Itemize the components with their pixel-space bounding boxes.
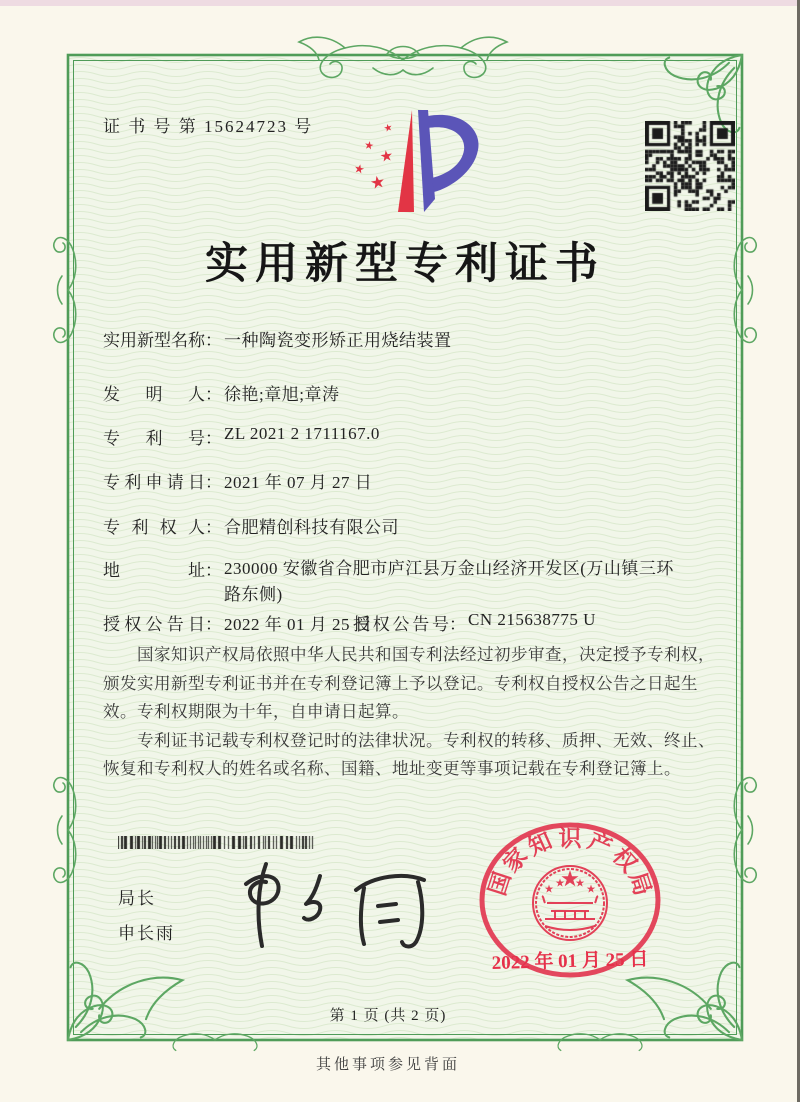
field-value: 2021 年 07 月 27 日 [224, 473, 373, 492]
star-icon: ★ [378, 148, 395, 166]
body-paragraph-2: 专利证书记载专利权登记时的法律状况。专利权的转移、质押、无效、终止、恢复和专利权人的姓名或名称、国籍、地址变更等事项记载在专利登记簿上。 [103, 730, 715, 778]
border-ornament-top [299, 37, 507, 77]
field-label: 专利号 [103, 429, 205, 448]
field-label: 发明人 [103, 385, 205, 404]
field-row-address [103, 556, 682, 608]
border-ornament-bottom-right [558, 1034, 642, 1051]
field-row-inventor [103, 380, 339, 405]
field-value: 徐艳;章旭;章涛 [224, 385, 340, 404]
field-label: 授权公告日 [103, 615, 205, 634]
certificate-number: 证 书 号 第 15624723 号 [103, 117, 314, 136]
signature-graphic [228, 846, 438, 961]
field-row-patent-no [103, 424, 380, 449]
field-value: CN 215638775 U [468, 610, 596, 629]
svg-text:知: 知 [524, 828, 556, 861]
svg-text:家: 家 [498, 843, 533, 878]
page-number: 第 1 页 (共 2 页) [329, 1008, 447, 1024]
colon: ： [205, 429, 222, 448]
field-row-patentee [103, 513, 399, 538]
colon: ： [205, 331, 222, 350]
colon: ： [449, 615, 466, 634]
commissioner-name: 申长雨 [118, 924, 175, 943]
qr-code [645, 121, 735, 211]
field-value: 合肥精创科技有限公司 [224, 518, 399, 537]
national-emblem [533, 866, 607, 940]
commissioner-label: 局长 [118, 889, 156, 908]
field-label: 专利申请日 [103, 473, 205, 492]
legal-text [103, 641, 719, 784]
colon: ： [205, 385, 222, 404]
field-row-filing-date [103, 468, 372, 493]
svg-text:识: 识 [558, 826, 582, 851]
star-icon: ★ [368, 171, 387, 194]
field-row-grant [103, 610, 596, 635]
certificate-title: 实用新型专利证书 [205, 241, 605, 288]
colon: ： [205, 615, 222, 634]
field-value: 一种陶瓷变形矫正用烧结装置 [224, 331, 452, 350]
colon: ： [205, 561, 222, 580]
svg-text:权: 权 [607, 843, 642, 878]
field-value: 230000 安徽省合肥市庐江县万金山经济开发区(万山镇三环路东侧) [224, 559, 674, 604]
field-label: 地址 [103, 561, 205, 580]
field-label: 专利权人 [103, 518, 205, 537]
cnipa-logo [340, 108, 490, 218]
back-note: 其他事项参见背面 [315, 1057, 460, 1073]
body-paragraph-1: 国家知识产权局依照中华人民共和国专利法经过初步审查，决定授予专利权，颁发实用新型专利证书并在专利登记簿上予以登记。专利权自授权公告之日起生效。专利权期限为十年，自申请日起算。 [103, 645, 715, 721]
field-grant-no [353, 610, 596, 635]
seal-date: 2022 年 01 月 25 日 [491, 948, 649, 975]
border-ornament-left-lower [54, 778, 76, 883]
star-icon: ★ [352, 161, 367, 177]
border-ornament-right-lower [734, 778, 756, 883]
border-ornament-bottom-left [173, 1034, 257, 1051]
seal-arc-text [485, 826, 656, 899]
field-label: 实用新型名称 [103, 331, 205, 350]
field-value: 2022 年 01 月 25 日 [224, 615, 373, 634]
star-icon: ★ [363, 139, 375, 153]
field-row-name [103, 326, 452, 351]
field-label: 授权公告号 [353, 615, 449, 634]
colon: ： [205, 473, 222, 492]
colon: ： [205, 518, 222, 537]
star-icon: ★ [382, 122, 395, 135]
field-value: ZL 2021 2 1711167.0 [224, 424, 380, 443]
svg-text:国: 国 [484, 868, 516, 899]
svg-text:局: 局 [624, 868, 656, 899]
border-corner-bottom-left [68, 963, 182, 1040]
svg-text:产: 产 [584, 828, 616, 861]
